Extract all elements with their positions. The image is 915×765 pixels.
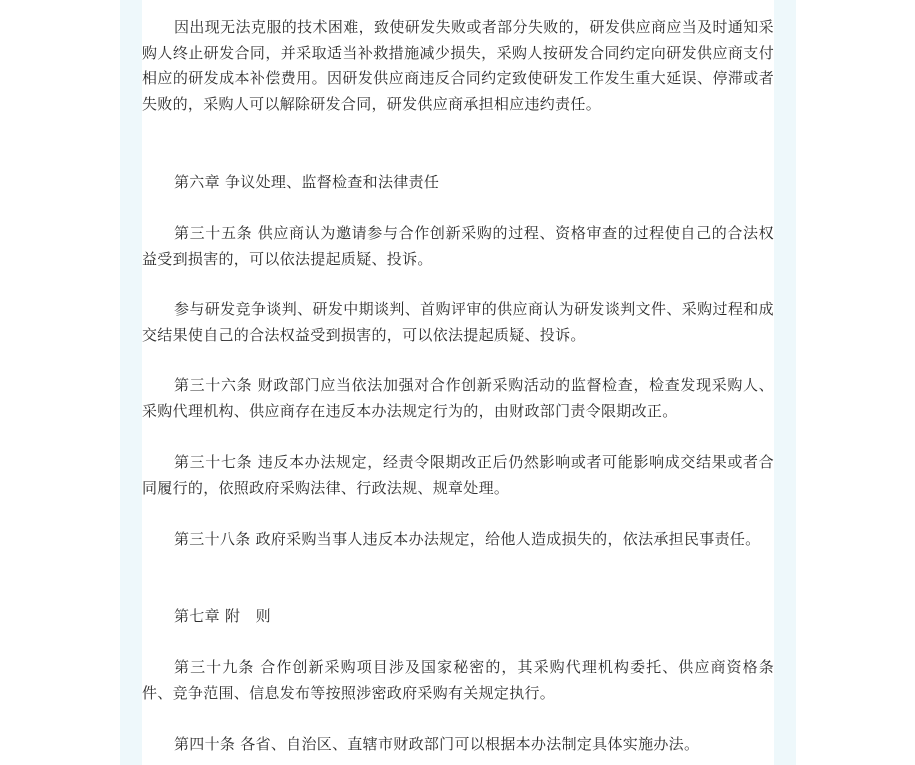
article-36: 第三十六条 财政部门应当依法加强对合作创新采购活动的监督检查，检查发现采购人、采购代理机构、供应商存在违反本办法规定行为的，由财政部门责令限期改正。 — [142, 376, 774, 420]
article-body — [142, 0, 774, 765]
article-35: 第三十五条 供应商认为邀请参与合作创新采购的过程、资格审查的过程使自己的合法权益受到损害的，可以依法提起质疑、投诉。 — [142, 224, 774, 268]
article-38: 第三十八条 政府采购当事人违反本办法规定，给他人造成损失的，依法承担民事责任。 — [174, 530, 761, 548]
article-40: 第四十条 各省、自治区、直辖市财政部门可以根据本办法制定具体实施办法。 — [174, 735, 700, 753]
paragraph-research-failure: 因出现无法克服的技术困难，致使研发失败或者部分失败的，研发供应商应当及时通知采购人终止研发合同，并采取适当补救措施减少损失，采购人按研发合同约定向研发供应商支付相应的研发成本补偿费用。因研发供应商违反合同约定致使研发工作发生重大延误、停滞或者失败的，采购人可以解除研发合同，研发供应商承担相应违约责任。 — [142, 18, 774, 113]
left-margin-band — [120, 0, 142, 765]
paragraph-negotiation-complaints: 参与研发竞争谈判、研发中期谈判、首购评审的供应商认为研发谈判文件、采购过程和成交结果使自己的合法权益受到损害的，可以依法提起质疑、投诉。 — [142, 300, 774, 344]
article-39: 第三十九条 合作创新采购项目涉及国家秘密的，其采购代理机构委托、供应商资格条件、竞争范围、信息发布等按照涉密政府采购有关规定执行。 — [142, 658, 774, 702]
right-margin-band — [774, 0, 796, 765]
chapter-6-heading: 第六章 争议处理、监督检查和法律责任 — [174, 173, 440, 191]
article-37: 第三十七条 违反本办法规定，经责令限期改正后仍然影响或者可能影响成交结果或者合同履行的，依照政府采购法律、行政法规、规章处理。 — [142, 453, 774, 497]
chapter-7-heading: 第七章 附 则 — [174, 607, 271, 625]
